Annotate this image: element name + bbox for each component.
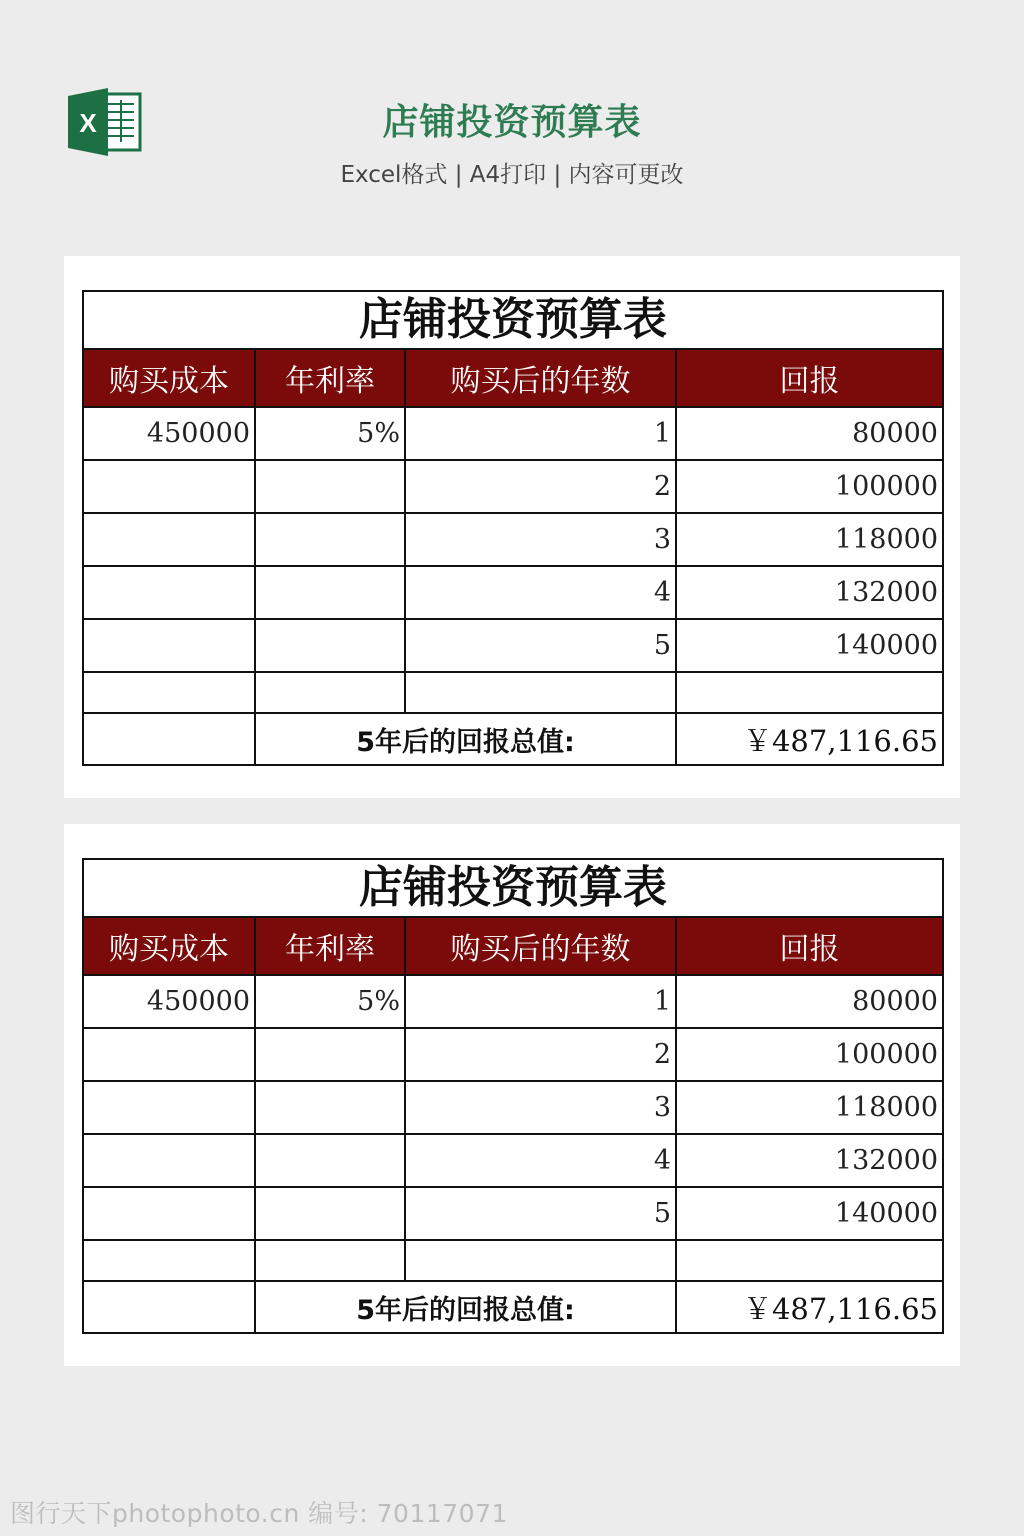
cell[interactable] bbox=[255, 1240, 405, 1281]
table-title: 店铺投资预算表 bbox=[83, 291, 943, 349]
table-row bbox=[83, 619, 943, 672]
total-row bbox=[83, 713, 943, 765]
col-header-rate: 年利率 bbox=[255, 349, 405, 407]
total-row bbox=[83, 1281, 943, 1333]
cell[interactable]: 1 bbox=[405, 407, 676, 460]
cell[interactable] bbox=[83, 513, 255, 566]
cell[interactable] bbox=[83, 619, 255, 672]
col-header-years: 购买后的年数 bbox=[405, 917, 676, 975]
col-header-return: 回报 bbox=[676, 349, 943, 407]
cell[interactable] bbox=[676, 672, 943, 713]
cell[interactable] bbox=[255, 619, 405, 672]
cell[interactable]: 5% bbox=[255, 975, 405, 1028]
cell[interactable] bbox=[83, 1081, 255, 1134]
cell[interactable]: 3 bbox=[405, 1081, 676, 1134]
cell[interactable]: 3 bbox=[405, 513, 676, 566]
cell[interactable]: 450000 bbox=[83, 407, 255, 460]
cell[interactable] bbox=[83, 1028, 255, 1081]
cell[interactable]: 4 bbox=[405, 566, 676, 619]
table-row bbox=[83, 1240, 943, 1281]
table-row bbox=[83, 460, 943, 513]
col-header-cost: 购买成本 bbox=[83, 917, 255, 975]
table-header-row bbox=[83, 349, 943, 407]
cell[interactable] bbox=[83, 1240, 255, 1281]
cell[interactable] bbox=[83, 1187, 255, 1240]
cell[interactable]: 450000 bbox=[83, 975, 255, 1028]
cell[interactable]: 5 bbox=[405, 619, 676, 672]
table-row bbox=[83, 1081, 943, 1134]
budget-table bbox=[82, 858, 944, 1334]
table-row bbox=[83, 1134, 943, 1187]
cell[interactable] bbox=[676, 1240, 943, 1281]
table-row bbox=[83, 1187, 943, 1240]
cell[interactable] bbox=[405, 672, 676, 713]
page-subtitle: Excel格式 | A4打印 | 内容可更改 bbox=[340, 162, 684, 188]
cell[interactable] bbox=[83, 1134, 255, 1187]
cell[interactable] bbox=[255, 1028, 405, 1081]
cell[interactable]: 5% bbox=[255, 407, 405, 460]
cell[interactable]: 2 bbox=[405, 460, 676, 513]
col-header-return: 回报 bbox=[676, 917, 943, 975]
cell[interactable]: 80000 bbox=[676, 407, 943, 460]
cell[interactable]: 140000 bbox=[676, 1187, 943, 1240]
cell[interactable] bbox=[255, 1187, 405, 1240]
cell[interactable] bbox=[255, 672, 405, 713]
cell[interactable]: 80000 bbox=[676, 975, 943, 1028]
total-label: 5年后的回报总值: bbox=[255, 1281, 676, 1333]
budget-table bbox=[82, 290, 944, 766]
table-row bbox=[83, 513, 943, 566]
page-title: 店铺投资预算表 bbox=[382, 102, 642, 143]
cell[interactable] bbox=[255, 566, 405, 619]
cell[interactable] bbox=[83, 566, 255, 619]
cell[interactable]: 100000 bbox=[676, 1028, 943, 1081]
cell[interactable] bbox=[83, 713, 255, 765]
cell[interactable]: 100000 bbox=[676, 460, 943, 513]
watermark: 图行天下photophoto.cn 编号: 70117071 bbox=[10, 1499, 508, 1528]
col-header-rate: 年利率 bbox=[255, 917, 405, 975]
cell[interactable] bbox=[83, 460, 255, 513]
cell[interactable]: 5 bbox=[405, 1187, 676, 1240]
table-row bbox=[83, 566, 943, 619]
cell[interactable]: 118000 bbox=[676, 1081, 943, 1134]
total-label: 5年后的回报总值: bbox=[255, 713, 676, 765]
cell[interactable]: 2 bbox=[405, 1028, 676, 1081]
cell[interactable] bbox=[255, 1134, 405, 1187]
cell[interactable]: 140000 bbox=[676, 619, 943, 672]
cell[interactable]: 1 bbox=[405, 975, 676, 1028]
cell[interactable] bbox=[83, 1281, 255, 1333]
total-value[interactable]: ￥487,116.65 bbox=[676, 713, 943, 765]
table-row bbox=[83, 672, 943, 713]
col-header-years: 购买后的年数 bbox=[405, 349, 676, 407]
cell[interactable] bbox=[255, 1081, 405, 1134]
table-row bbox=[83, 975, 943, 1028]
sheet-card-1 bbox=[64, 256, 960, 798]
sheet-card-2 bbox=[64, 824, 960, 1366]
cell[interactable]: 132000 bbox=[676, 566, 943, 619]
table-title: 店铺投资预算表 bbox=[83, 859, 943, 917]
table-row bbox=[83, 407, 943, 460]
cell[interactable]: 4 bbox=[405, 1134, 676, 1187]
cell[interactable] bbox=[255, 513, 405, 566]
col-header-cost: 购买成本 bbox=[83, 349, 255, 407]
cell[interactable] bbox=[405, 1240, 676, 1281]
total-value[interactable]: ￥487,116.65 bbox=[676, 1281, 943, 1333]
cell[interactable]: 118000 bbox=[676, 513, 943, 566]
cell[interactable] bbox=[83, 672, 255, 713]
cell[interactable]: 132000 bbox=[676, 1134, 943, 1187]
table-header-row bbox=[83, 917, 943, 975]
page-header bbox=[0, 0, 1024, 220]
table-row bbox=[83, 1028, 943, 1081]
cell[interactable] bbox=[255, 460, 405, 513]
excel-logo-letter: X bbox=[79, 108, 97, 138]
